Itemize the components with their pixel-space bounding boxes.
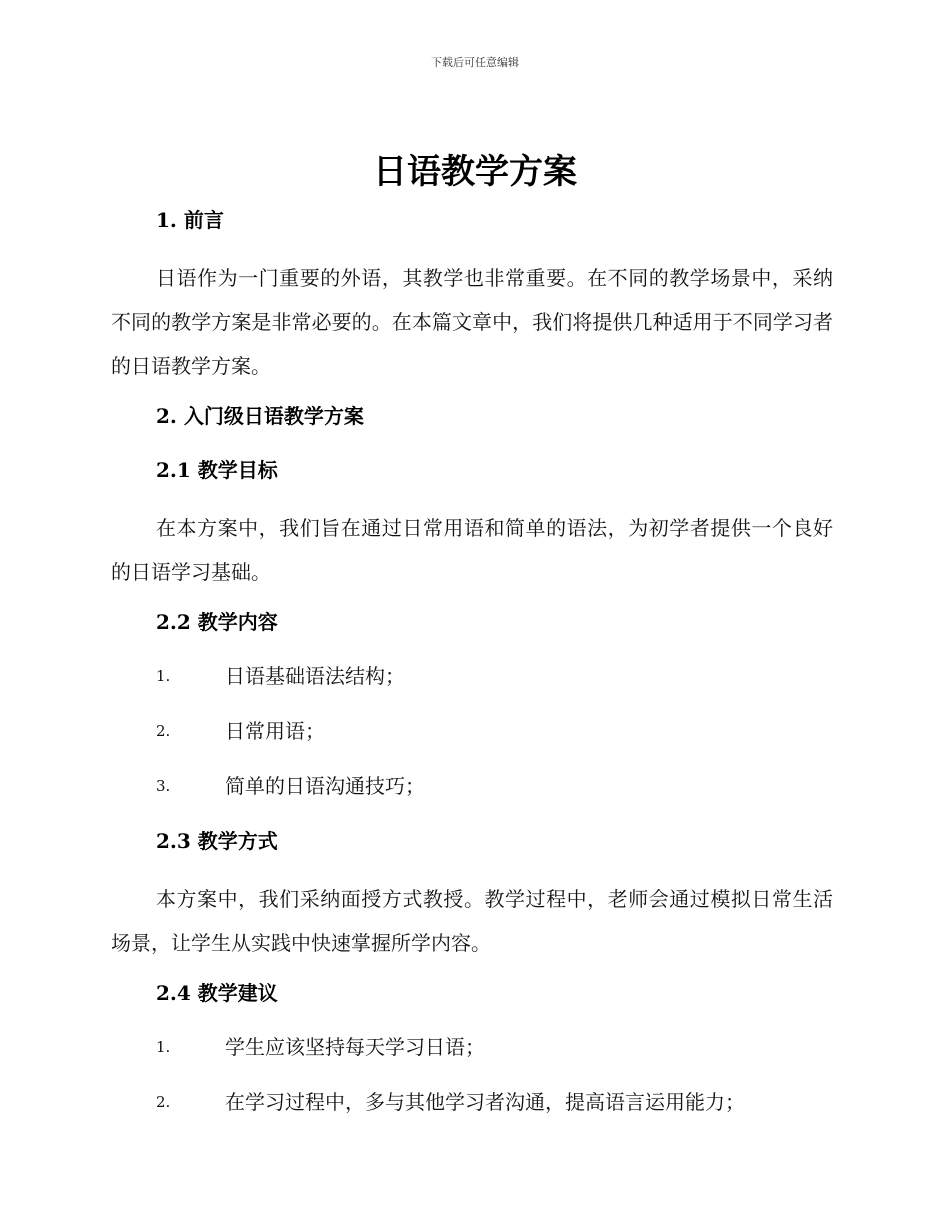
- section-heading-preface: 1. 前言: [156, 208, 224, 232]
- teaching-goals-paragraph: 在本方案中，我们旨在通过日常用语和简单的语法，为初学者提供一个良好的日语学习基础。: [111, 516, 833, 584]
- list-number: 2.: [156, 722, 171, 740]
- preface-paragraph: 日语作为一门重要的外语，其教学也非常重要。在不同的教学场景中，采纳不同的教学方案是非常必要的。在本篇文章中，我们将提供几种适用于不同学习者的日语教学方案。: [111, 266, 833, 378]
- document-body: [111, 202, 833, 1139]
- list-item: [111, 713, 833, 749]
- list-number: 1.: [156, 1038, 171, 1056]
- list-text: 学生应该坚持每天学习日语；: [225, 1035, 485, 1059]
- teaching-method-paragraph: 本方案中，我们采纳面授方式教授。教学过程中，老师会通过模拟日常生活场景，让学生从实践中快速掌握所学内容。: [111, 887, 833, 955]
- section-heading-beginner-plan: 2. 入门级日语教学方案: [156, 404, 364, 428]
- list-number: 3.: [156, 777, 171, 795]
- list-text: 简单的日语沟通技巧；: [225, 774, 425, 798]
- list-item: [111, 768, 833, 804]
- list-item: [111, 1029, 833, 1065]
- list-text: 日语基础语法结构；: [225, 664, 405, 688]
- section-heading-teaching-content: 2.2 教学内容: [156, 610, 278, 634]
- list-item: [111, 658, 833, 694]
- list-number: 1.: [156, 667, 171, 685]
- list-text: 日常用语；: [225, 719, 325, 743]
- header-note: 下载后可任意编辑: [431, 56, 519, 69]
- section-heading-teaching-goals: 2.1 教学目标: [156, 458, 278, 482]
- list-text: 在学习过程中，多与其他学习者沟通，提高语言运用能力；: [225, 1090, 745, 1114]
- section-heading-teaching-suggestions: 2.4 教学建议: [156, 981, 278, 1005]
- list-number: 2.: [156, 1093, 171, 1111]
- section-heading-teaching-method: 2.3 教学方式: [156, 829, 278, 853]
- document-title: 日语教学方案: [373, 152, 577, 192]
- list-item: [111, 1084, 833, 1120]
